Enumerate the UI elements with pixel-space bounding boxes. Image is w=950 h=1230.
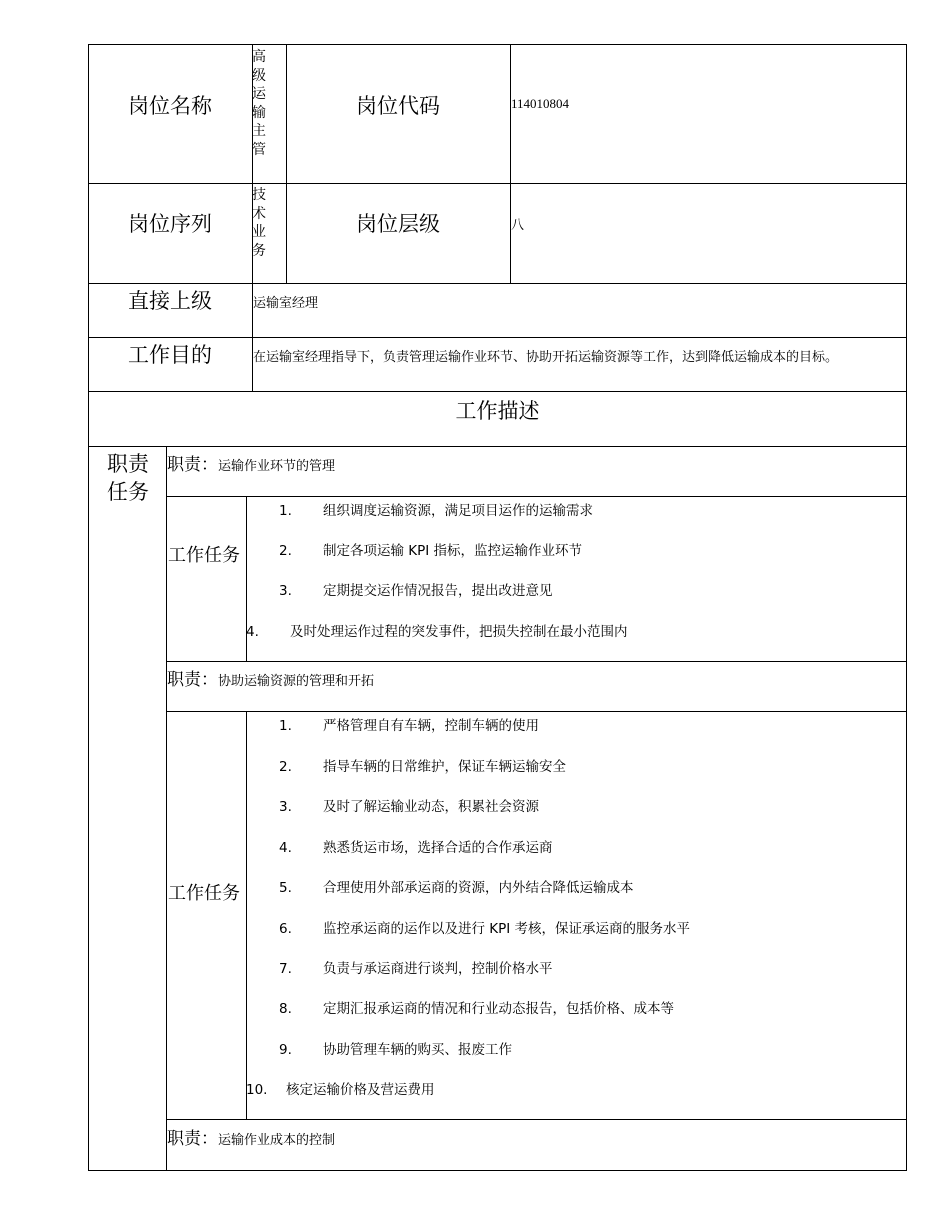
duty-title: 协助运输资源的管理和开拓 xyxy=(218,674,375,689)
sequence-value: 技术业务 xyxy=(252,187,266,259)
list-item: 9. 协助管理车辆的购买、报废工作 xyxy=(279,1042,512,1058)
task-label: 工作任务 xyxy=(168,545,240,566)
supervisor-value: 运输室经理 xyxy=(253,296,319,311)
duty-heading xyxy=(167,450,335,475)
purpose-value: 在运输室经理指导下，负责管理运输作业环节、协助开拓运输资源等工作，达到降低运输成本的目标。 xyxy=(253,350,839,365)
duty-heading xyxy=(167,1124,335,1149)
sequence-label: 岗位序列 xyxy=(128,212,212,236)
list-item: 4. 熟悉货运市场，选择合适的合作承运商 xyxy=(279,840,553,856)
position-name-value: 高级运输主管 xyxy=(252,49,266,158)
responsibility-side-label: 职责任务 xyxy=(107,452,149,504)
position-code-label: 岗位代码 xyxy=(356,94,440,118)
duty-prefix: 职责： xyxy=(167,670,218,690)
list-item: 1. 组织调度运输资源，满足项目运作的运输需求 xyxy=(279,503,593,519)
list-item: 3. 定期提交运作情况报告，提出改进意见 xyxy=(279,583,553,599)
list-item: 2. 指导车辆的日常维护，保证车辆运输安全 xyxy=(279,759,566,775)
list-item: 4. 及时处理运作过程的突发事件，把损失控制在最小范围内 xyxy=(246,624,628,640)
level-label: 岗位层级 xyxy=(356,212,440,236)
list-item: 3. 及时了解运输业动态，积累社会资源 xyxy=(279,799,539,815)
list-item: 8. 定期汇报承运商的情况和行业动态报告，包括价格、成本等 xyxy=(279,1001,674,1017)
section-title: 工作描述 xyxy=(455,399,540,423)
list-item: 2. 制定各项运输 KPI 指标，监控运输作业环节 xyxy=(279,543,583,559)
position-name-label: 岗位名称 xyxy=(128,94,212,118)
level-value: 八 xyxy=(511,218,525,233)
list-item: 1. 严格管理自有车辆，控制车辆的使用 xyxy=(279,718,539,734)
list-item: 7. 负责与承运商进行谈判，控制价格水平 xyxy=(279,961,553,977)
purpose-label: 工作目的 xyxy=(128,343,212,367)
list-item: 10. 核定运输价格及营运费用 xyxy=(246,1082,435,1098)
duty-title: 运输作业环节的管理 xyxy=(218,459,336,474)
duty-heading xyxy=(167,665,374,690)
duty-title: 运输作业成本的控制 xyxy=(218,1133,336,1148)
supervisor-label: 直接上级 xyxy=(128,289,212,313)
list-item: 6. 监控承运商的运作以及进行 KPI 考核，保证承运商的服务水平 xyxy=(279,921,691,937)
duty-prefix: 职责： xyxy=(167,455,218,475)
duty-prefix: 职责： xyxy=(167,1129,218,1149)
position-code-value: 114010804 xyxy=(511,96,570,111)
list-item: 5. 合理使用外部承运商的资源，内外结合降低运输成本 xyxy=(279,880,634,896)
task-label: 工作任务 xyxy=(168,883,240,904)
